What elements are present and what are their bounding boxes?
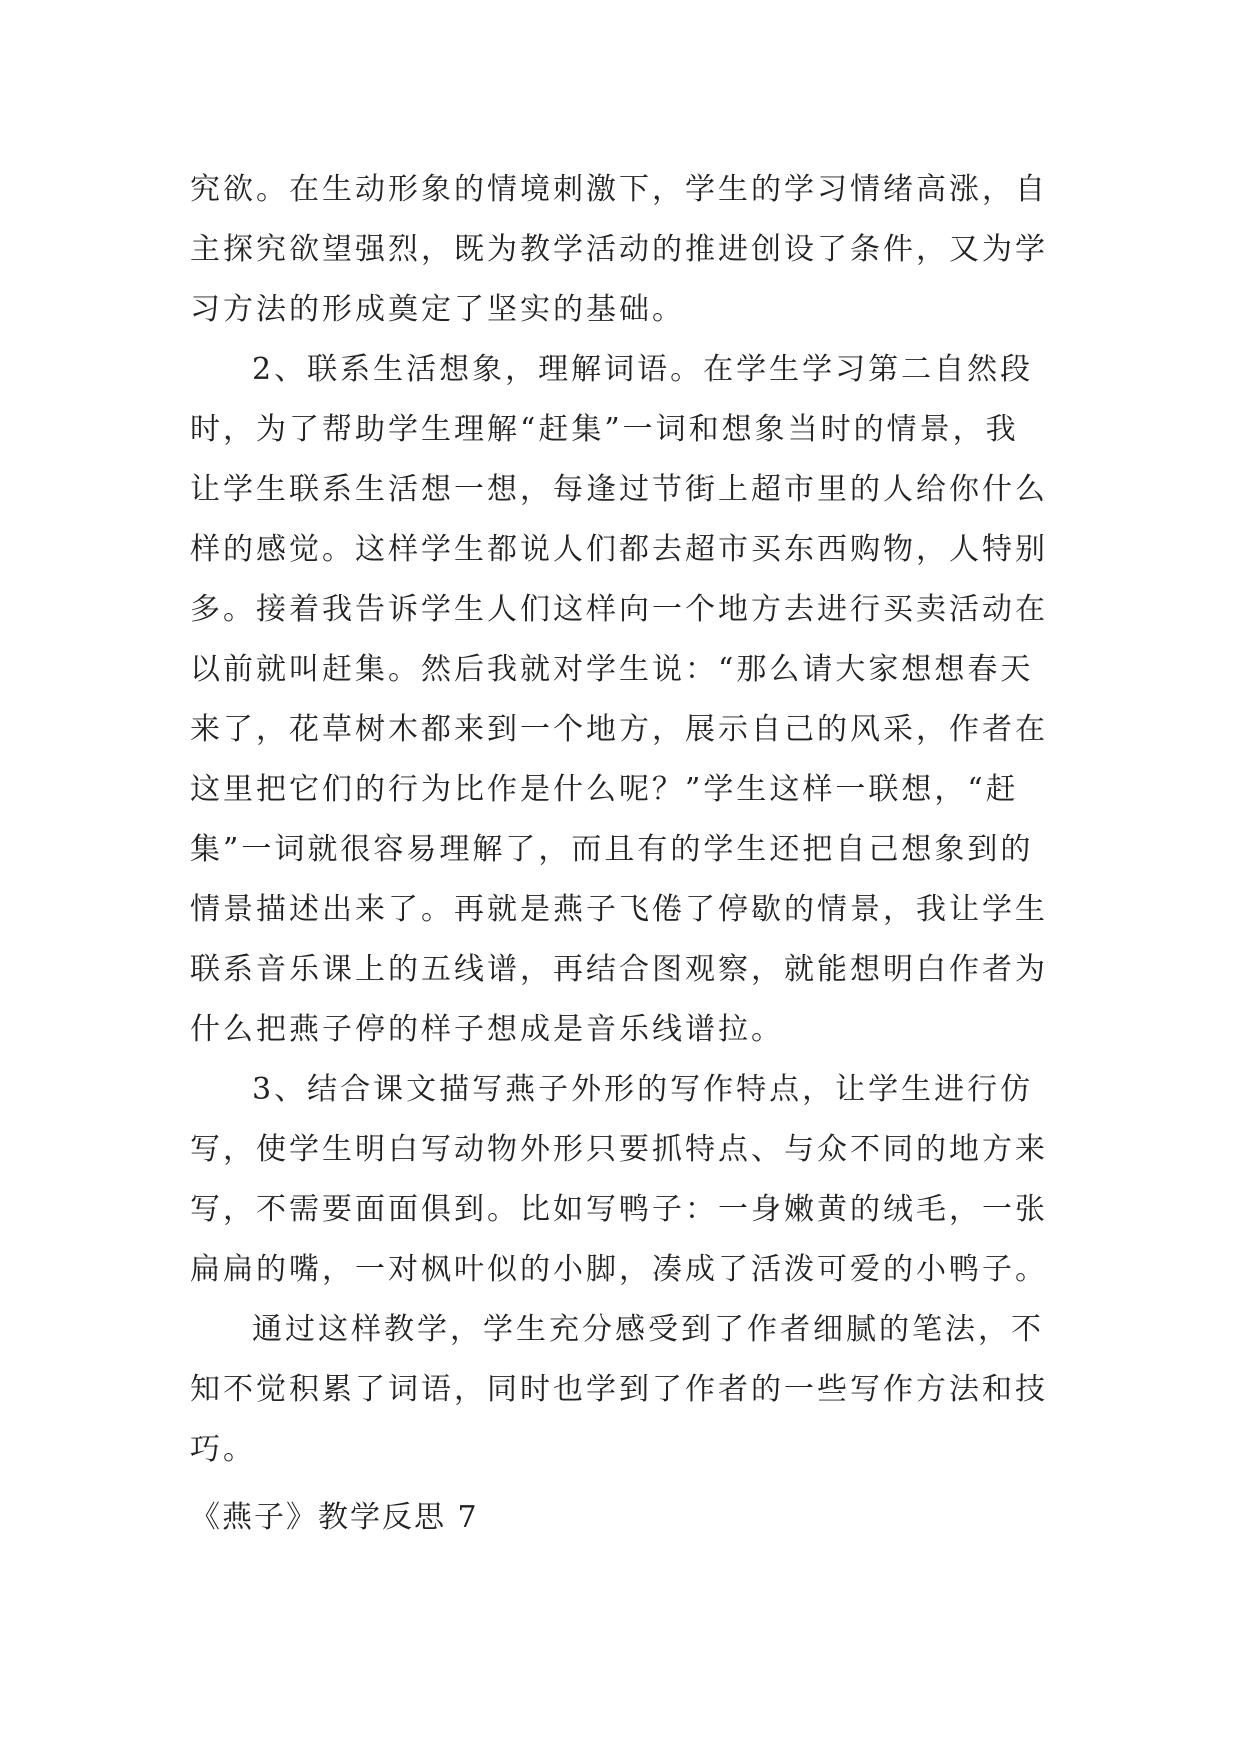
text-line: 3、结合课文描写燕子外形的写作特点，让学生进行仿 xyxy=(252,1072,1034,1107)
text-line: 通过这样教学，学生充分感受到了作者细腻的笔法，不 xyxy=(252,1312,1044,1347)
text-line: 让学生联系生活想一想，每逢过节街上超市里的人给你什么 xyxy=(190,472,1048,507)
text-line: 情景描述出来了。再就是燕子飞倦了停歇的情景，我让学生 xyxy=(190,892,1048,927)
text-line: 写，使学生明白写动物外形只要抓特点、与众不同的地方来 xyxy=(190,1132,1048,1167)
text-line: 什么把燕子停的样子想成是音乐线谱拉。 xyxy=(190,1012,784,1047)
text-line: 写，不需要面面俱到。比如写鸭子：一身嫩黄的绒毛，一张 xyxy=(190,1192,1048,1227)
text-line: 样的感觉。这样学生都说人们都去超市买东西购物，人特别 xyxy=(190,532,1048,567)
text-line: 2、联系生活想象，理解词语。在学生学习第二自然段 xyxy=(252,352,1034,387)
text-line: 巧。 xyxy=(190,1432,256,1467)
text-line: 以前就叫赶集。然后我就对学生说：“那么请大家想想春天 xyxy=(190,652,1034,687)
section-heading: 《燕子》教学反思 7 xyxy=(190,1500,479,1535)
text-line: 多。接着我告诉学生人们这样向一个地方去进行买卖活动在 xyxy=(190,592,1048,627)
text-line: 来了，花草树木都来到一个地方，展示自己的风采，作者在 xyxy=(190,712,1048,747)
text-line: 时，为了帮助学生理解“赶集”一词和想象当时的情景，我 xyxy=(190,412,1019,447)
document-body xyxy=(190,160,1060,1480)
text-line: 究欲。在生动形象的情境刺激下，学生的学习情绪高涨，自 xyxy=(190,172,1048,207)
text-line: 习方法的形成奠定了坚实的基础。 xyxy=(190,292,685,327)
text-line: 集”一词就很容易理解了，而且有的学生还把自己想象到的 xyxy=(190,832,1034,867)
text-line: 知不觉积累了词语，同时也学到了作者的一些写作方法和技 xyxy=(190,1372,1048,1407)
text-line: 主探究欲望强烈，既为教学活动的推进创设了条件，又为学 xyxy=(190,232,1048,267)
text-line: 扁扁的嘴，一对枫叶似的小脚，凑成了活泼可爱的小鸭子。 xyxy=(190,1252,1048,1287)
text-line: 联系音乐课上的五线谱，再结合图观察，就能想明白作者为 xyxy=(190,952,1048,987)
text-line: 这里把它们的行为比作是什么呢？”学生这样一联想，“赶 xyxy=(190,772,1019,807)
